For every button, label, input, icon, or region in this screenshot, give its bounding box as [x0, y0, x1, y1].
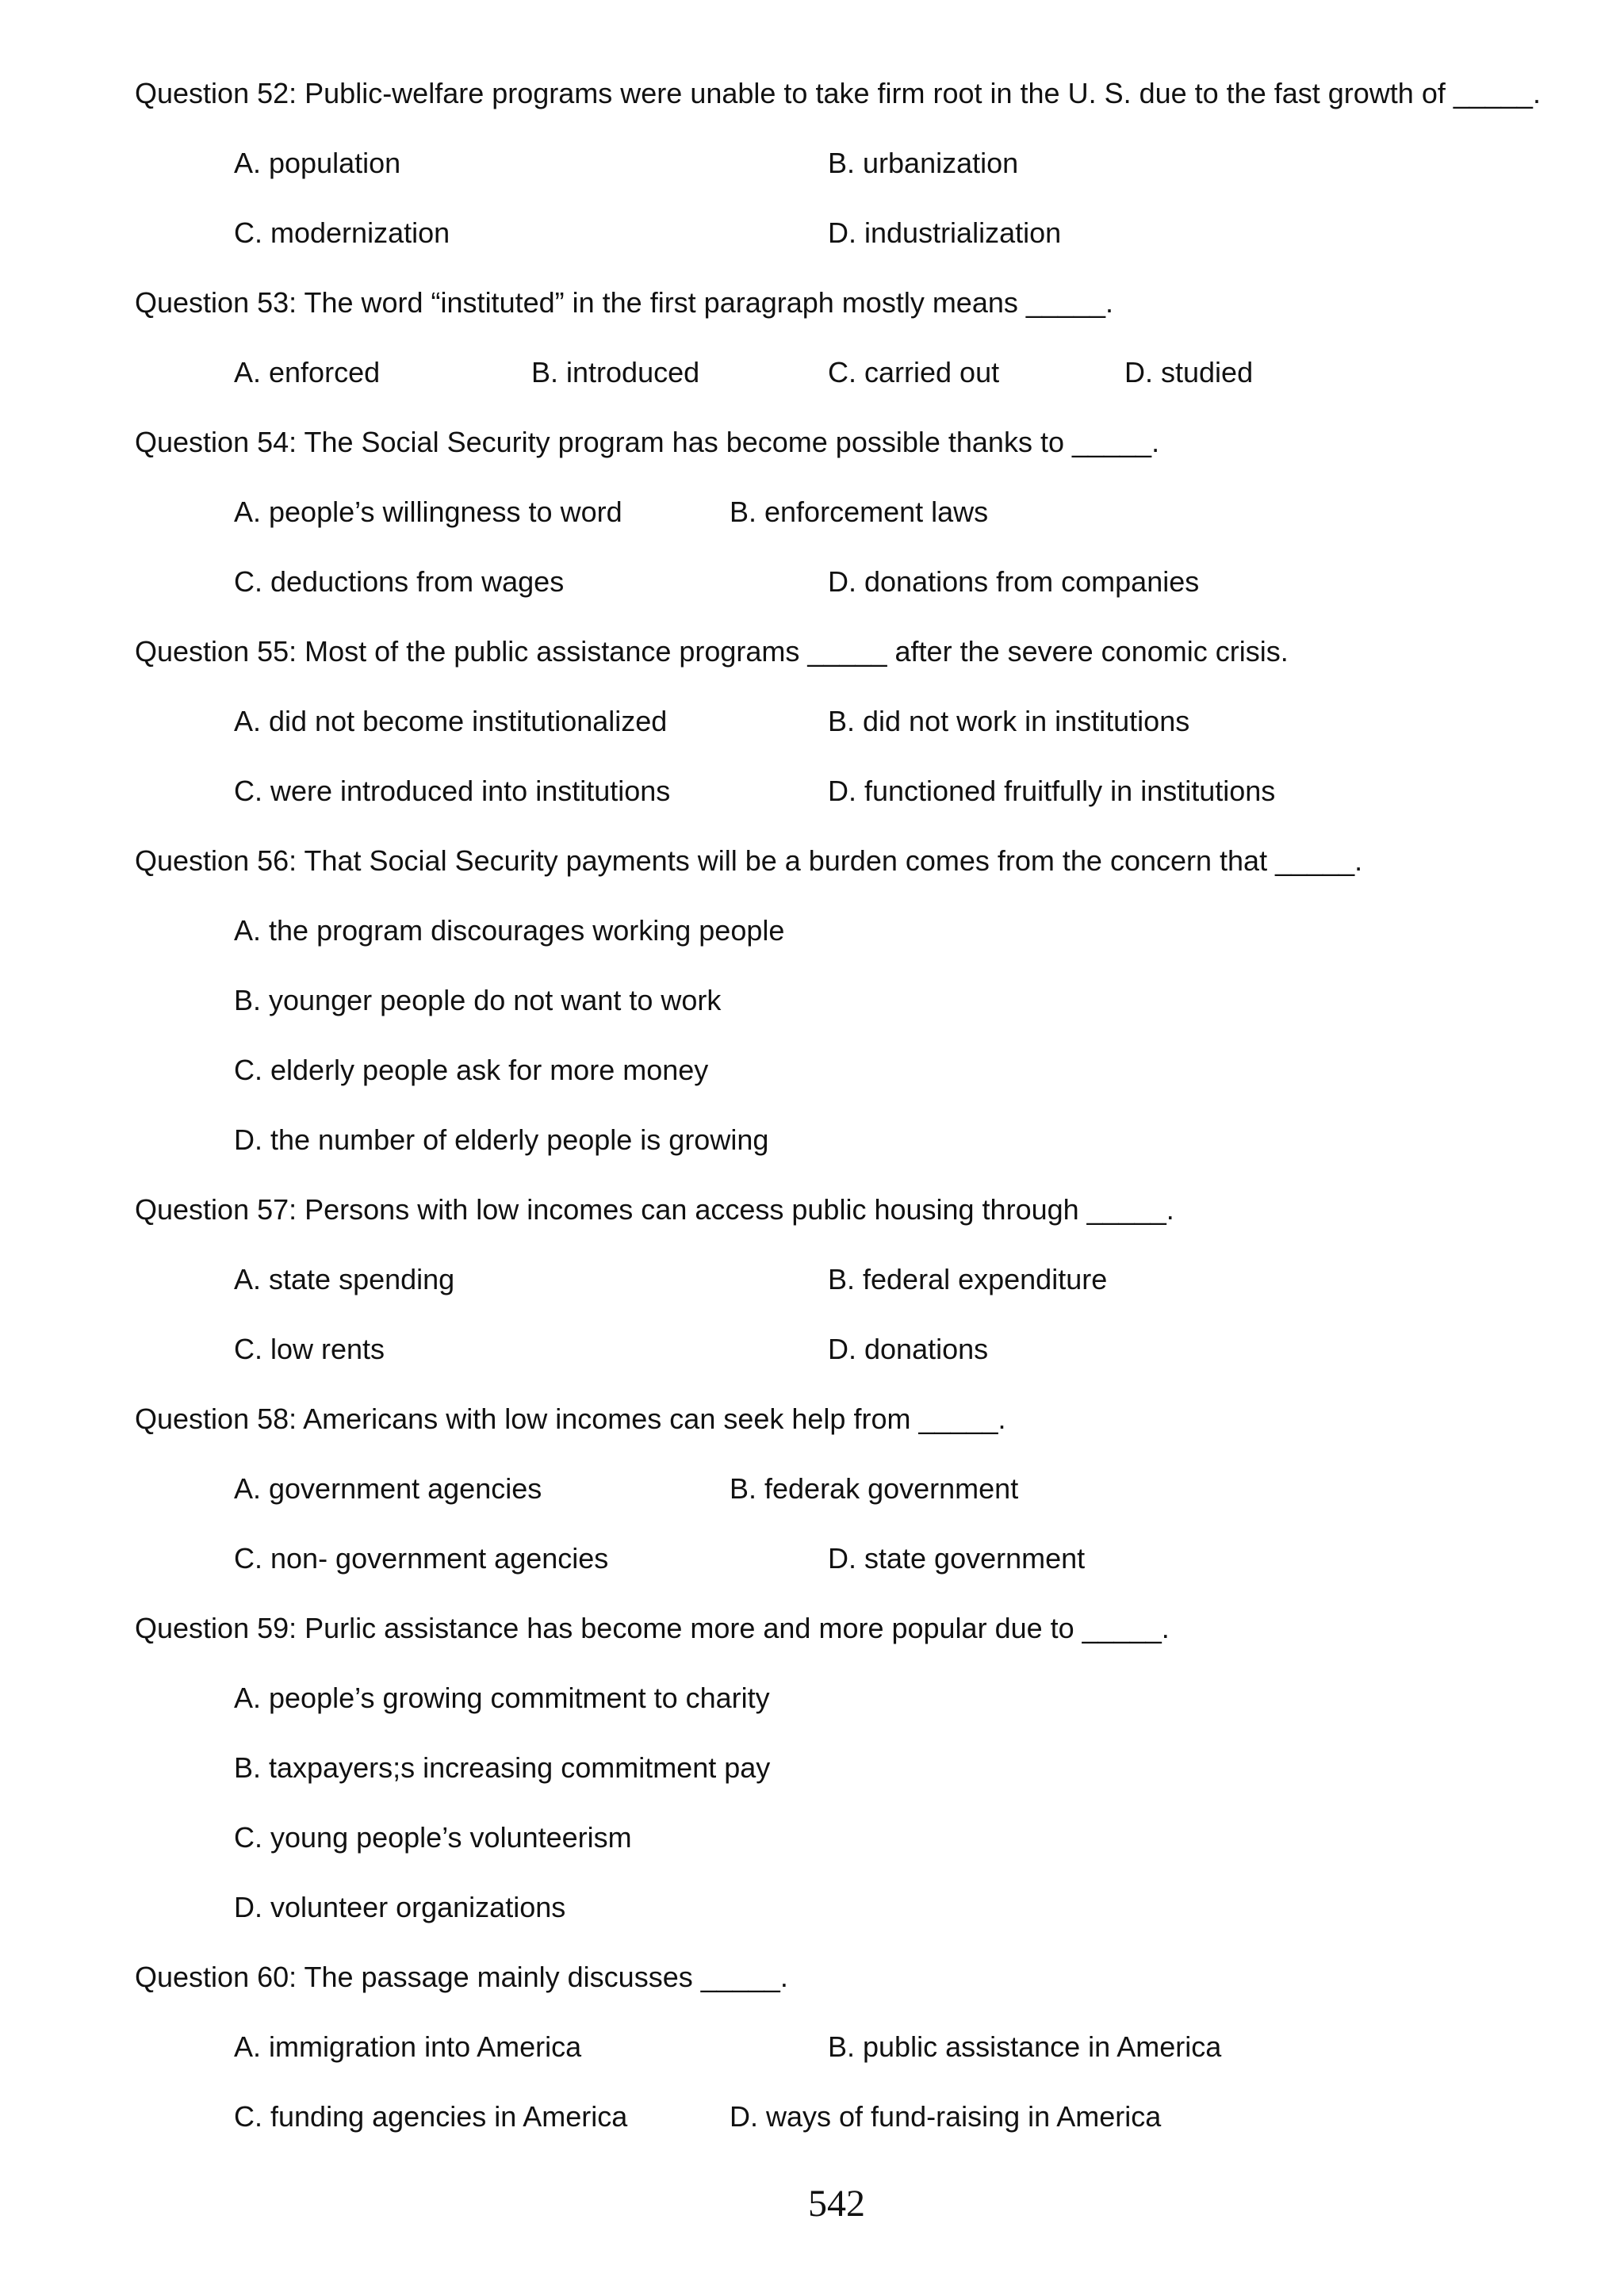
answer-option-d: D. donations	[828, 1333, 989, 1365]
question-text: Question 56: That Social Security payments will be a burden comes from the concern that _____.	[135, 844, 1363, 877]
answer-option-c: C. modernization	[234, 216, 450, 249]
answer-option-c: C. deductions from wages	[234, 565, 565, 598]
answer-option-a: A. the program discourages working people	[234, 914, 785, 947]
answer-option-a: A. immigration into America	[234, 2030, 582, 2063]
answer-option-c: C. elderly people ask for more money	[234, 1054, 709, 1086]
answer-option-d: D. ways of fund-raising in America	[730, 2100, 1162, 2133]
question-text: Question 59: Purlic assistance has become more and more popular due to _____.	[135, 1612, 1170, 1644]
page-number: 542	[808, 2183, 865, 2225]
answer-option-a: A. population	[234, 147, 401, 179]
answer-option-c: C. young people’s volunteerism	[234, 1821, 632, 1854]
answer-option-b: B. enforcement laws	[730, 496, 989, 528]
answer-option-d: D. state government	[828, 1542, 1086, 1575]
answer-option-d: D. studied	[1124, 356, 1254, 388]
answer-option-c: C. non- government agencies	[234, 1542, 609, 1575]
question-text: Question 53: The word “instituted” in the first paragraph mostly means _____.	[135, 286, 1113, 319]
question-text: Question 60: The passage mainly discusses _____.	[135, 1961, 788, 1993]
answer-option-c: C. carried out	[828, 356, 1000, 388]
answer-option-d: D. volunteer organizations	[234, 1891, 566, 1923]
question-text: Question 58: Americans with low incomes can seek help from _____.	[135, 1402, 1006, 1435]
question-text: Question 57: Persons with low incomes can access public housing through _____.	[135, 1193, 1174, 1226]
question-text: Question 55: Most of the public assistance programs _____ after the severe conomic crisis.	[135, 635, 1289, 668]
answer-option-a: A. people’s growing commitment to charity	[234, 1682, 770, 1714]
answer-option-a: A. did not become institutionalized	[234, 705, 668, 737]
answer-option-b: B. introduced	[531, 356, 700, 388]
answer-option-d: D. donations from companies	[828, 565, 1200, 598]
answer-option-a: A. enforced	[234, 356, 381, 388]
answer-option-b: B. public assistance in America	[828, 2030, 1222, 2063]
answer-option-b: B. urbanization	[828, 147, 1019, 179]
answer-option-b: B. federak government	[730, 1472, 1019, 1505]
answer-option-b: B. taxpayers;s increasing commitment pay	[234, 1751, 771, 1784]
answer-option-c: C. low rents	[234, 1333, 385, 1365]
answer-option-a: A. people’s willingness to word	[234, 496, 622, 528]
answer-option-b: B. younger people do not want to work	[234, 984, 722, 1016]
answer-option-b: B. did not work in institutions	[828, 705, 1190, 737]
answer-option-a: A. government agencies	[234, 1472, 542, 1505]
answer-option-c: C. funding agencies in America	[234, 2100, 628, 2133]
answer-option-d: D. functioned fruitfully in institutions	[828, 775, 1276, 807]
answer-option-d: D. industrialization	[828, 216, 1062, 249]
question-text: Question 52: Public-welfare programs were unable to take firm root in the U. S. due to the fast growth of _____.	[135, 77, 1541, 109]
answer-option-d: D. the number of elderly people is growing	[234, 1123, 769, 1156]
answer-option-a: A. state spending	[234, 1263, 455, 1295]
answer-option-c: C. were introduced into institutions	[234, 775, 671, 807]
answer-option-b: B. federal expenditure	[828, 1263, 1108, 1295]
question-text: Question 54: The Social Security program has become possible thanks to _____.	[135, 426, 1160, 458]
